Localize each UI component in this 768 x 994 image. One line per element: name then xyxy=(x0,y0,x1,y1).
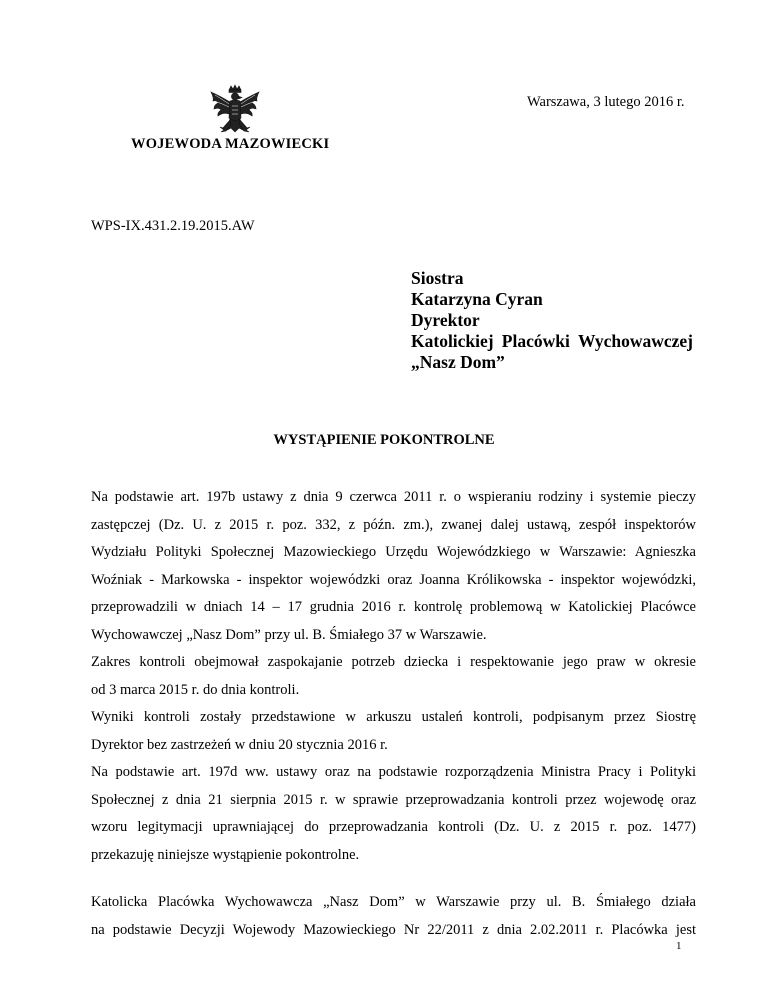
addressee-line: Katolickiej Placówki Wychowawczej xyxy=(411,331,693,351)
case-reference-number: WPS-IX.431.2.19.2015.AW xyxy=(91,218,255,234)
addressee-block xyxy=(411,268,693,373)
addressee-line: „Nasz Dom” xyxy=(411,352,505,372)
paragraph-gap xyxy=(91,869,696,889)
body-line: Na podstawie art. 197b ustawy z dnia 9 czerwca 2011 r. o wspieraniu rodziny i systemie pieczy xyxy=(91,489,696,505)
polish-eagle-emblem-icon xyxy=(208,84,262,142)
issuing-authority: WOJEWODA MAZOWIECKI xyxy=(131,136,330,152)
body-line: Wydziału Polityki Społecznej Mazowieckiego Urzędu Wojewódzkiego w Warszawie: Agnieszka xyxy=(91,544,696,560)
body-line: wzoru legitymacji uprawniającej do przeprowadzania kontroli (Dz. U. z 2015 r. poz. 1477) xyxy=(91,819,696,835)
body-line: przeprowadzili w dniach 14 – 17 grudnia 2016 r. kontrolę problemową w Katolickiej Placówce xyxy=(91,599,696,615)
body-line: Zakres kontroli obejmował zaspokajanie potrzeb dziecka i respektowanie jego praw w okresie xyxy=(91,654,696,670)
body-line: Na podstawie art. 197d ww. ustawy oraz na podstawie rozporządzenia Ministra Pracy i Polityki xyxy=(91,764,696,780)
body-line: zastępczej (Dz. U. z 2015 r. poz. 332, z późn. zm.), zwanej dalej ustawą, zespół inspektorów xyxy=(91,516,696,533)
body-line: Woźniak - Markowska - inspektor wojewódzki oraz Joanna Królikowska - inspektor wojewódzki, xyxy=(91,571,696,588)
body-line: Wychowawczej „Nasz Dom” przy ul. B. Śmiałego 37 w Warszawie. xyxy=(91,626,487,643)
page-number: 1 xyxy=(676,940,682,952)
document-body xyxy=(91,484,696,944)
body-line: Katolicka Placówka Wychowawcza „Nasz Dom” w Warszawie przy ul. B. Śmiałego działa xyxy=(91,894,696,910)
body-line: Społecznej z dnia 21 sierpnia 2015 r. w sprawie przeprowadzania kontroli przez wojewodę oraz xyxy=(91,791,696,808)
body-line: na podstawie Decyzji Wojewody Mazowieckiego Nr 22/2011 z dnia 2.02.2011 r. Placówka jest xyxy=(91,921,696,938)
body-line: Dyrektor bez zastrzeżeń w dniu 20 stycznia 2016 r. xyxy=(91,736,388,753)
addressee-line: Katarzyna Cyran xyxy=(411,289,543,309)
place-and-date: Warszawa, 3 lutego 2016 r. xyxy=(527,94,685,110)
body-line: od 3 marca 2015 r. do dnia kontroli. xyxy=(91,681,300,698)
addressee-line: Siostra xyxy=(411,268,464,288)
body-line: Wyniki kontroli zostały przedstawione w arkuszu ustaleń kontroli, podpisanym przez Siostrę xyxy=(91,709,696,725)
document-title: WYSTĄPIENIE POKONTROLNE xyxy=(273,432,495,448)
addressee-line: Dyrektor xyxy=(411,310,480,330)
body-line: przekazuję niniejsze wystąpienie pokontrolne. xyxy=(91,846,360,863)
